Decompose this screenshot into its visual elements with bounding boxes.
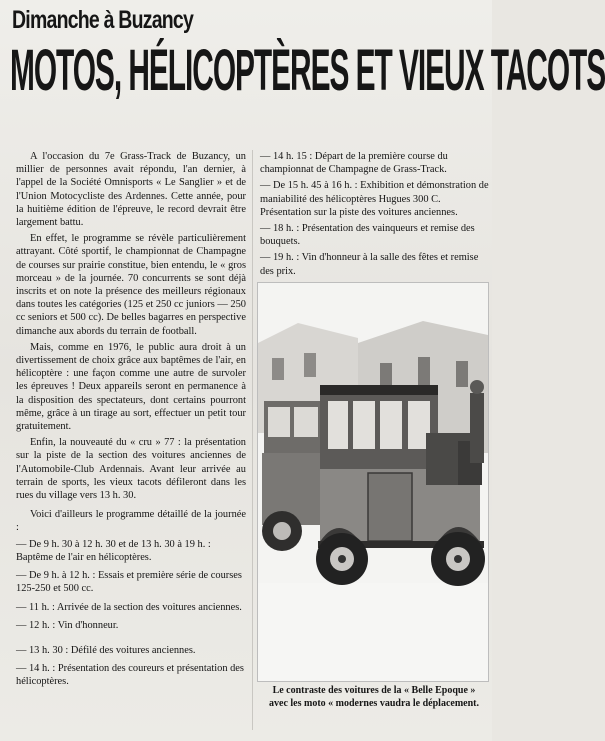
program-item: — 12 h. : Vin d'honneur. <box>16 619 119 631</box>
program-list-left <box>16 538 246 689</box>
article-kicker: Dimanche à Buzancy <box>12 6 194 34</box>
program-list-right <box>260 150 490 278</box>
program-item: — 14 h. : Présentation des coureurs et présentation des hélicoptères. <box>16 663 244 688</box>
program-item: — 18 h. : Présentation des vainqueurs et remise des bouquets. <box>260 223 475 248</box>
program-item: — 19 h. : Vin d'honneur à la salle des fêtes et remise des prix. <box>260 252 479 277</box>
paragraph: A l'occasion du 7e Grass-Track de Buzancy, un millier de personnes avait répondu, l'an dernier, à l'appel de la Société Omnisports « Le Sanglier » et de l'Union Motocycliste des Ardennes. Cette année, pour la huitième édition de l'épreuve, le record devrait être largement battu. <box>16 151 246 229</box>
photo-caption: Le contraste des voitures de la « Belle Epoque » avec les moto « modernes vaudra le déplacement. <box>269 685 479 709</box>
program-item: — 14 h. 15 : Départ de la première course du championnat de Champagne de Grass-Track. <box>260 151 448 176</box>
vintage-car-illustration <box>258 283 488 681</box>
paragraph: Enfin, la nouveauté du « cru » 77 : la présentation sur la piste de la section des voitures anciennes de l'Automobile-Club Ardennais. Avant leur arrivée au terrain de sports, les vieux tacots défileront dans les rues du village vers 13 h. 30. <box>16 437 246 502</box>
left-column <box>16 150 246 694</box>
program-item: — 11 h. : Arrivée de la section des voitures anciennes. <box>16 601 242 613</box>
column-divider <box>252 150 253 730</box>
program-item: — De 9 h. à 12 h. : Essais et première série de courses 125-250 et 500 cc. <box>16 570 242 595</box>
program-item: — 13 h. 30 : Défilé des voitures anciennes. <box>16 644 196 656</box>
paragraph: En effet, le programme se révèle particulièrement attrayant. Côté sportif, le championnat de Champagne de courses sur prairie constitue, bien entendu, le « gros morceau » de la journée. 70 concurrents se sont déjà inscrits et on note la présence des meilleurs régionaux dans toutes les catégories (125 et 250 cc juniors — 250 cc seniors et 500 cc). De belles bagarres en perspective dimanche aux abords du terrain de football. <box>16 233 246 337</box>
article-headline: MOTOS, HÉLICOPTÈRES ET VIEUX TACOTS <box>10 38 605 103</box>
vintage-car-photo <box>257 282 489 682</box>
program-item: — De 9 h. 30 à 12 h. 30 et de 13 h. 30 à 19 h. : Baptême de l'air en hélicoptères. <box>16 538 211 563</box>
paragraph: Mais, comme en 1976, le public aura droit à un divertissement de choix grâce aux baptêmes de l'air, en hélicoptère : une façon comme une autre de survoler les épreuves ! Deux appareils seront en permanence à la disposition des spectateurs, dont certains pourront même, grâce à un tirage au sort, effectuer un petit tour gratuitement. <box>16 341 246 433</box>
right-column <box>260 150 490 281</box>
program-intro: Voici d'ailleurs le programme détaillé de la journée : <box>16 509 246 534</box>
program-item: — De 15 h. 45 à 16 h. : Exhibition et démonstration de maniabilité des hélicoptères Hugues 300 C. Présentation sur la piste des voitures anciennes. <box>260 180 489 218</box>
